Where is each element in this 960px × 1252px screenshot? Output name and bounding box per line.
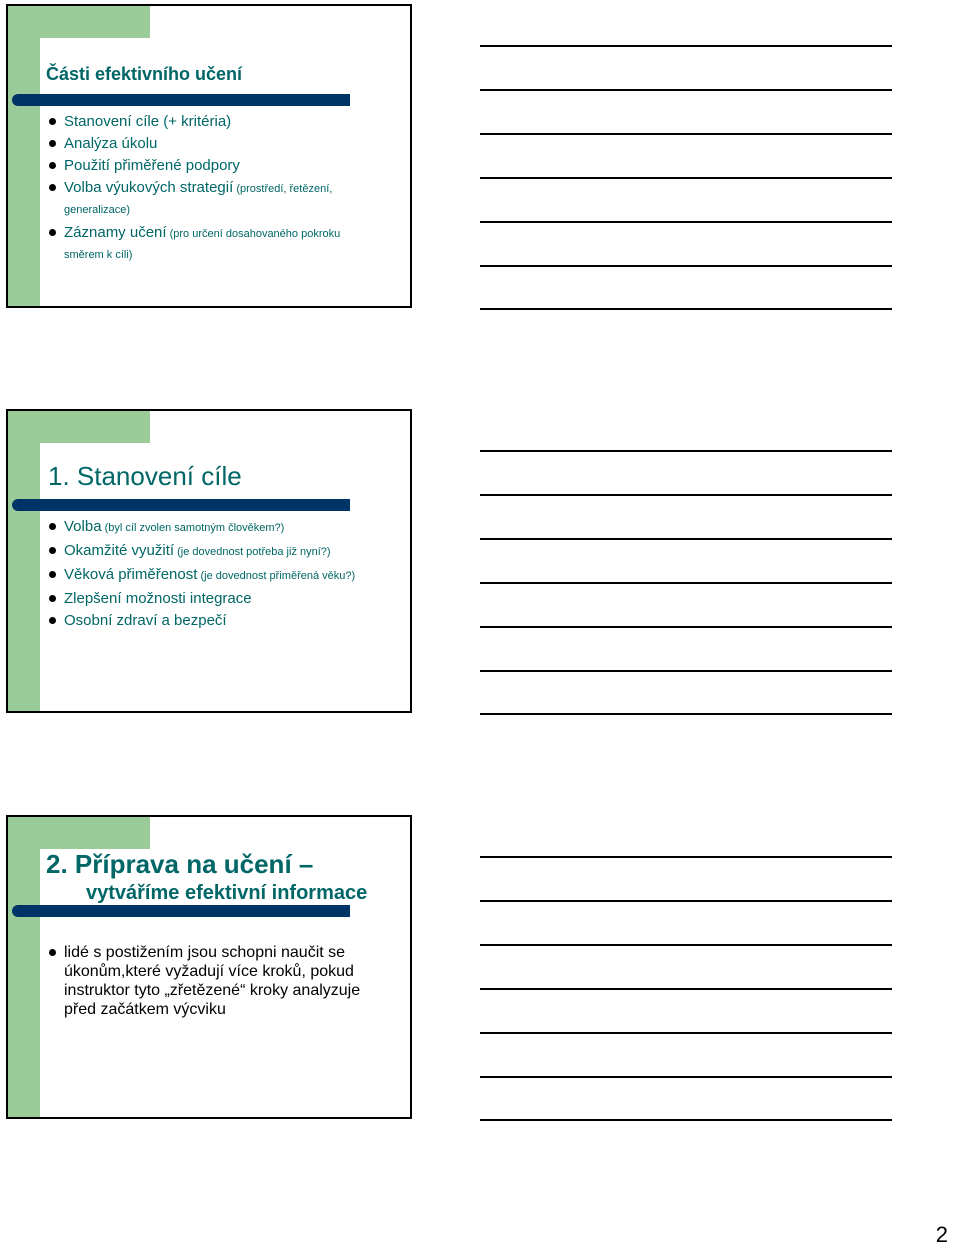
slide-title: Části efektivního učení xyxy=(46,64,243,84)
note-line xyxy=(480,265,892,267)
list-item: Zlepšení možnosti integrace xyxy=(48,589,355,608)
slide-bullet-list xyxy=(48,112,364,268)
list-item: Volba (byl cíl zvolen samotným člověkem?) xyxy=(48,517,355,538)
note-line xyxy=(480,944,892,946)
slide-title: 1. Stanovení cíle xyxy=(48,461,242,491)
slide-2 xyxy=(6,409,412,713)
page-number: 2 xyxy=(935,1222,948,1247)
note-line xyxy=(480,670,892,672)
list-item: Záznamy učení (pro určení dosahovaného pokroku směrem k cíli) xyxy=(48,223,364,265)
note-line xyxy=(480,582,892,584)
list-item: Volba výukových strategií (prostředí, řetězení, generalizace) xyxy=(48,178,364,220)
note-line xyxy=(480,900,892,902)
slide-bullet-list xyxy=(48,943,382,1022)
note-line xyxy=(480,856,892,858)
slide-green-band xyxy=(8,817,40,1117)
note-line xyxy=(480,1119,892,1121)
slide-1 xyxy=(6,4,412,308)
slide-title-bar xyxy=(12,94,350,106)
note-line xyxy=(480,713,892,715)
list-item: Analýza úkolu xyxy=(48,134,364,153)
slide-title-bar xyxy=(12,499,350,511)
note-line xyxy=(480,1076,892,1078)
note-line xyxy=(480,133,892,135)
slide-green-band xyxy=(8,6,40,306)
note-line xyxy=(480,89,892,91)
slide-green-band xyxy=(8,411,40,711)
slide-green-corner xyxy=(8,411,150,443)
list-item: Osobní zdraví a bezpečí xyxy=(48,611,355,630)
list-item: Věková přiměřenost (je dovednost přiměřená věku?) xyxy=(48,565,355,586)
note-line xyxy=(480,988,892,990)
slide-title-bar xyxy=(12,905,350,917)
slide-title-line2: vytváříme efektivní informace xyxy=(86,882,368,904)
list-item: lidé s postižením jsou schopni naučit se úkonům,které vyžadují více kroků, pokud instruktor tyto „zřetězené“ kroky analyzuje před začátkem výcviku xyxy=(48,943,382,1019)
note-line xyxy=(480,494,892,496)
list-item: Okamžité využití (je dovednost potřeba již nyní?) xyxy=(48,541,355,562)
list-item: Stanovení cíle (+ kritéria) xyxy=(48,112,364,131)
note-line xyxy=(480,308,892,310)
slide-green-corner xyxy=(8,817,150,849)
note-line xyxy=(480,45,892,47)
note-line xyxy=(480,538,892,540)
note-line xyxy=(480,450,892,452)
list-item: Použití přiměřené podpory xyxy=(48,156,364,175)
slide-green-corner xyxy=(8,6,150,38)
slide-3 xyxy=(6,815,412,1119)
note-line xyxy=(480,626,892,628)
note-line xyxy=(480,221,892,223)
note-line xyxy=(480,1032,892,1034)
note-line xyxy=(480,177,892,179)
slide-title-line1: 2. Příprava na učení – xyxy=(46,849,314,879)
slide-bullet-list xyxy=(48,517,355,633)
